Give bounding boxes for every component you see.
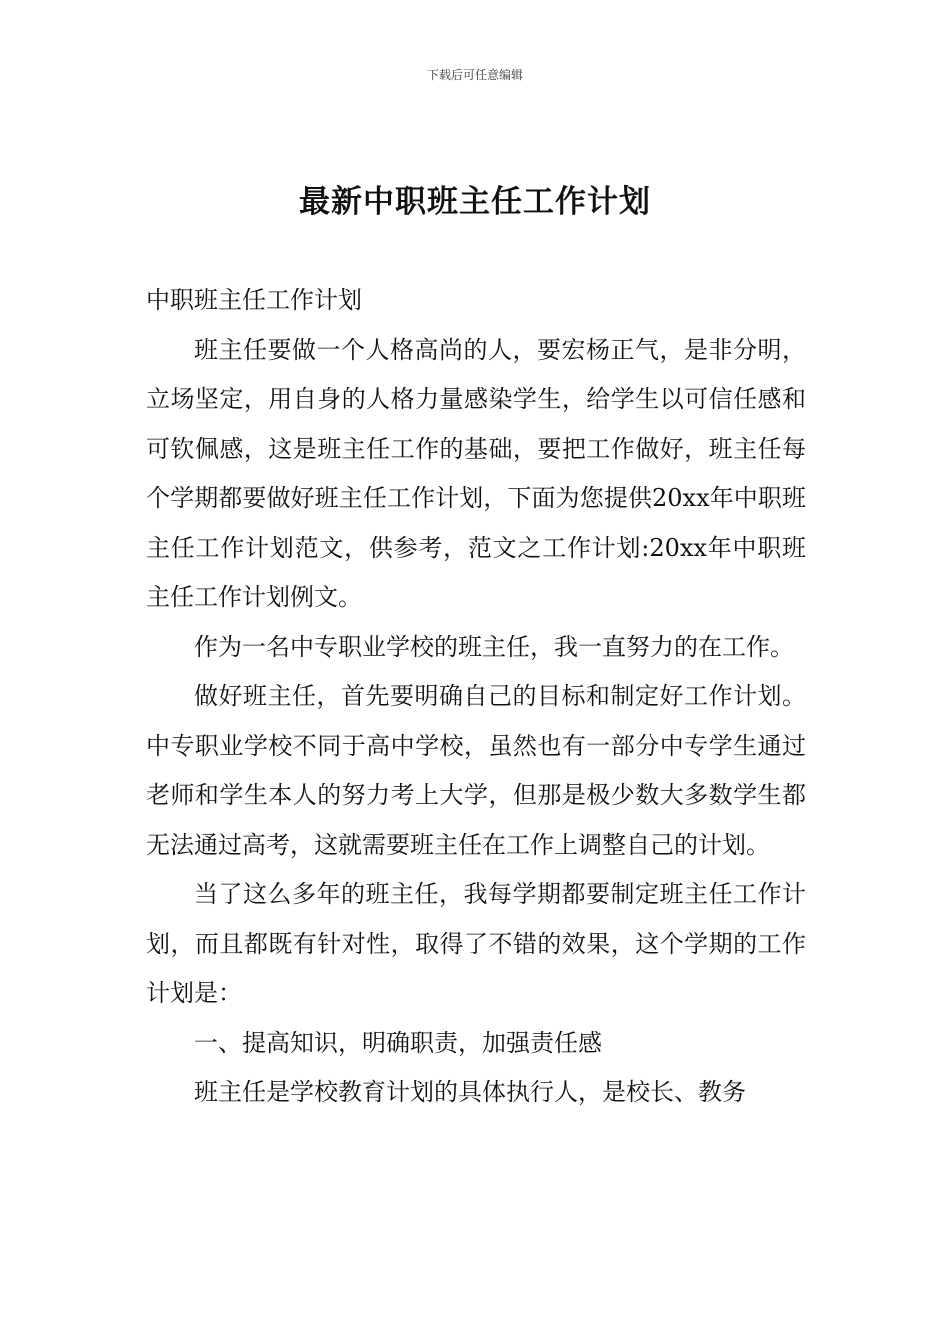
subheading-one: 一、提高知识，明确职责，加强责任感 xyxy=(194,1028,602,1057)
paragraph-role: 作为一名中专职业学校的班主任，我一直努力的在工作。 xyxy=(194,632,794,661)
paragraph-goals: 做好班主任，首先要明确自己的目标和制定好工作计划。中专职业学校不同于高中学校，虽然也有一部分中专学生通过老师和学生本人的努力考上大学，但那是极少数大多数学生都无法通过高考，这就需要班主任在工作上调整自己的计划。 xyxy=(146,682,806,859)
document-body xyxy=(146,276,806,1118)
paragraph-intro: 班主任要做一个人格高尚的人，要宏杨正气，是非分明，立场坚定，用自身的人格力量感染学生，给学生以可信任感和可钦佩感，这是班主任工作的基础，要把工作做好，班主任每个学期都要做好班主任工作计划，下面为您提供20xx年中职班主任工作计划范文，供参考，范文之工作计划:20xx年中职班主任工作计划例文。 xyxy=(146,335,806,611)
section-heading: 中职班主任工作计划 xyxy=(146,286,362,314)
document-title: 最新中职班主任工作计划 xyxy=(299,184,651,220)
paragraph-plan-intro: 当了这么多年的班主任，我每学期都要制定班主任工作计划，而且都既有针对性，取得了不错的效果，这个学期的工作计划是： xyxy=(146,880,806,1007)
header-note: 下载后可任意编辑 xyxy=(426,68,523,82)
paragraph-executor: 班主任是学校教育计划的具体执行人，是校长、教务 xyxy=(194,1078,746,1106)
